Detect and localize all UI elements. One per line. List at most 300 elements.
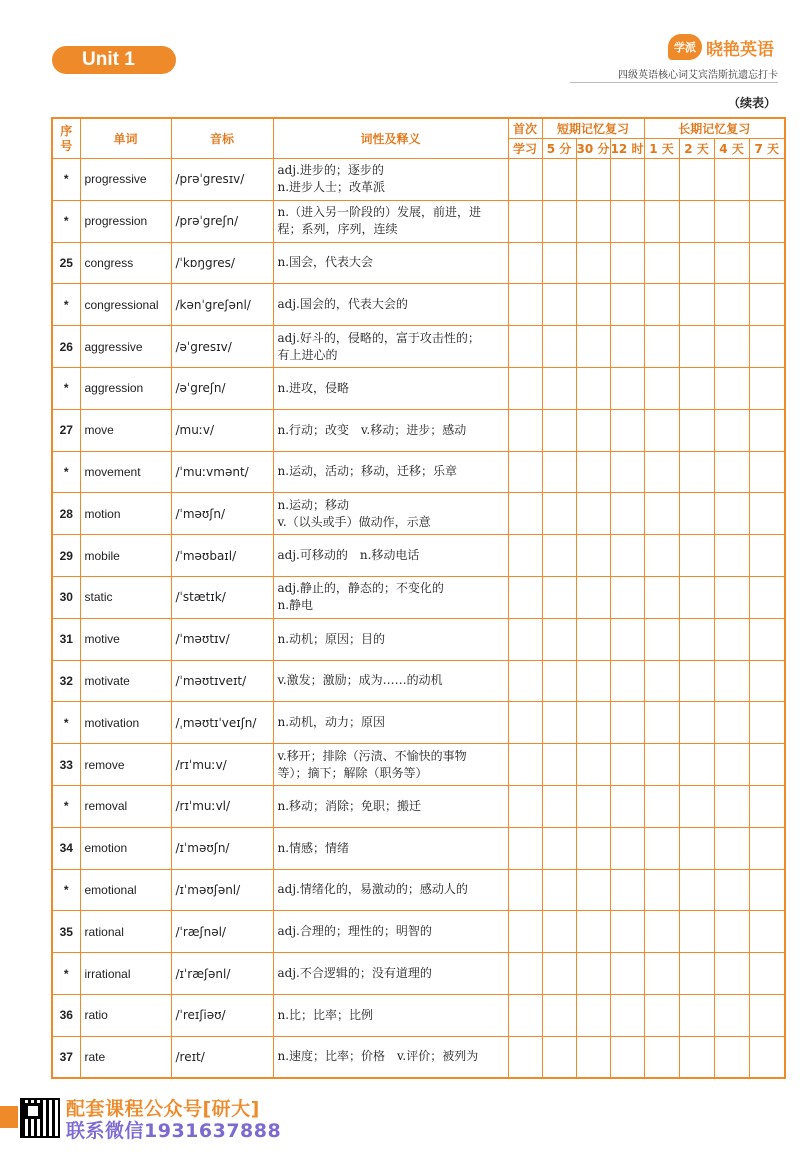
checkbox-4day[interactable] bbox=[714, 702, 749, 744]
table-row bbox=[52, 242, 785, 284]
row-definition bbox=[273, 284, 508, 326]
row-definition bbox=[273, 242, 508, 284]
definition-line-1: n.运动，活动；移动，迁移；乐章 bbox=[277, 464, 458, 479]
checkbox-7day[interactable] bbox=[749, 1036, 785, 1078]
checkbox-2day[interactable] bbox=[679, 911, 714, 953]
checkbox-7day[interactable] bbox=[749, 367, 785, 409]
checkbox-1day[interactable] bbox=[644, 326, 679, 368]
row-definition bbox=[273, 367, 508, 409]
checkbox-30min[interactable] bbox=[576, 576, 610, 618]
vocabulary-table bbox=[51, 117, 786, 1079]
checkbox-2day[interactable] bbox=[679, 618, 714, 660]
checkbox-12h[interactable] bbox=[610, 785, 644, 827]
row-word: progressive bbox=[80, 159, 171, 201]
checkbox-30min[interactable] bbox=[576, 1036, 610, 1078]
row-number: 31 bbox=[52, 618, 80, 660]
row-phonetic: /ˈməʊtɪveɪt/ bbox=[171, 660, 273, 702]
checkbox-1day[interactable] bbox=[644, 576, 679, 618]
header-first-study: 学习 bbox=[508, 139, 542, 159]
checkbox-30min[interactable] bbox=[576, 493, 610, 535]
checkbox-first-study[interactable] bbox=[508, 785, 542, 827]
row-definition bbox=[273, 869, 508, 911]
checkbox-1day[interactable] bbox=[644, 242, 679, 284]
checkbox-1day[interactable] bbox=[644, 409, 679, 451]
checkbox-1day[interactable] bbox=[644, 284, 679, 326]
definition-line-1: v.激发；激励；成为……的动机 bbox=[277, 673, 443, 688]
table-row bbox=[52, 618, 785, 660]
checkbox-first-study[interactable] bbox=[508, 159, 542, 201]
checkbox-30min[interactable] bbox=[576, 618, 610, 660]
checkbox-5min[interactable] bbox=[542, 200, 576, 242]
checkbox-30min[interactable] bbox=[576, 785, 610, 827]
checkbox-2day[interactable] bbox=[679, 744, 714, 786]
checkbox-7day[interactable] bbox=[749, 326, 785, 368]
row-number: 37 bbox=[52, 1036, 80, 1078]
brand-logo bbox=[668, 32, 774, 62]
checkbox-4day[interactable] bbox=[714, 911, 749, 953]
row-phonetic: /ɪˈməʊʃənl/ bbox=[171, 869, 273, 911]
checkbox-first-study[interactable] bbox=[508, 744, 542, 786]
row-word: motivate bbox=[80, 660, 171, 702]
checkbox-12h[interactable] bbox=[610, 660, 644, 702]
checkbox-first-study[interactable] bbox=[508, 367, 542, 409]
table-row bbox=[52, 785, 785, 827]
checkbox-4day[interactable] bbox=[714, 200, 749, 242]
checkbox-1day[interactable] bbox=[644, 953, 679, 995]
row-phonetic: /kənˈgreʃənl/ bbox=[171, 284, 273, 326]
checkbox-2day[interactable] bbox=[679, 367, 714, 409]
checkbox-5min[interactable] bbox=[542, 326, 576, 368]
definition-line-1: adj.静止的，静态的；不变化的 bbox=[277, 581, 444, 596]
checkbox-7day[interactable] bbox=[749, 493, 785, 535]
row-word: progression bbox=[80, 200, 171, 242]
checkbox-5min[interactable] bbox=[542, 744, 576, 786]
row-number: * bbox=[52, 159, 80, 201]
row-definition bbox=[273, 744, 508, 786]
checkbox-30min[interactable] bbox=[576, 242, 610, 284]
checkbox-4day[interactable] bbox=[714, 953, 749, 995]
checkbox-first-study[interactable] bbox=[508, 409, 542, 451]
table-row bbox=[52, 744, 785, 786]
checkbox-4day[interactable] bbox=[714, 660, 749, 702]
row-phonetic: /rɪˈmuːvl/ bbox=[171, 785, 273, 827]
row-number: * bbox=[52, 284, 80, 326]
row-phonetic: /rɪˈmuːv/ bbox=[171, 744, 273, 786]
checkbox-5min[interactable] bbox=[542, 911, 576, 953]
checkbox-7day[interactable] bbox=[749, 159, 785, 201]
checkbox-30min[interactable] bbox=[576, 911, 610, 953]
checkbox-4day[interactable] bbox=[714, 869, 749, 911]
definition-line-1: adj.进步的；逐步的 bbox=[277, 163, 384, 178]
checkbox-7day[interactable] bbox=[749, 953, 785, 995]
header-2day: 2 天 bbox=[679, 139, 714, 159]
checkbox-7day[interactable] bbox=[749, 911, 785, 953]
row-phonetic: /ˈmuːvmənt/ bbox=[171, 451, 273, 493]
checkbox-4day[interactable] bbox=[714, 451, 749, 493]
checkbox-4day[interactable] bbox=[714, 409, 749, 451]
row-phonetic: /ˈkɒŋgres/ bbox=[171, 242, 273, 284]
row-phonetic: /reɪt/ bbox=[171, 1036, 273, 1078]
checkbox-first-study[interactable] bbox=[508, 911, 542, 953]
row-phonetic: /ɪˈræʃənl/ bbox=[171, 953, 273, 995]
checkbox-1day[interactable] bbox=[644, 660, 679, 702]
definition-line-2: n.进步人士；改革派 bbox=[277, 180, 386, 195]
definition-line-1: n.运动；移动 bbox=[277, 497, 350, 512]
checkbox-2day[interactable] bbox=[679, 284, 714, 326]
checkbox-first-study[interactable] bbox=[508, 827, 542, 869]
checkbox-2day[interactable] bbox=[679, 326, 714, 368]
checkbox-2day[interactable] bbox=[679, 785, 714, 827]
checkbox-1day[interactable] bbox=[644, 159, 679, 201]
checkbox-7day[interactable] bbox=[749, 535, 785, 577]
checkbox-1day[interactable] bbox=[644, 493, 679, 535]
row-number: 34 bbox=[52, 827, 80, 869]
checkbox-7day[interactable] bbox=[749, 785, 785, 827]
checkbox-4day[interactable] bbox=[714, 367, 749, 409]
checkbox-12h[interactable] bbox=[610, 284, 644, 326]
checkbox-2day[interactable] bbox=[679, 576, 714, 618]
checkbox-12h[interactable] bbox=[610, 702, 644, 744]
row-number: 26 bbox=[52, 326, 80, 368]
table-row bbox=[52, 869, 785, 911]
checkbox-30min[interactable] bbox=[576, 367, 610, 409]
logo-text: 晓艳英语 bbox=[706, 39, 774, 60]
footer-line-2: 联系微信1931637888 bbox=[66, 1120, 282, 1142]
checkbox-first-study[interactable] bbox=[508, 1036, 542, 1078]
checkbox-7day[interactable] bbox=[749, 242, 785, 284]
checkbox-30min[interactable] bbox=[576, 660, 610, 702]
checkbox-7day[interactable] bbox=[749, 827, 785, 869]
checkbox-4day[interactable] bbox=[714, 785, 749, 827]
checkbox-5min[interactable] bbox=[542, 618, 576, 660]
row-number: * bbox=[52, 702, 80, 744]
checkbox-1day[interactable] bbox=[644, 744, 679, 786]
checkbox-5min[interactable] bbox=[542, 1036, 576, 1078]
checkbox-first-study[interactable] bbox=[508, 869, 542, 911]
row-number: 32 bbox=[52, 660, 80, 702]
row-phonetic: /ˌməʊtɪˈveɪʃn/ bbox=[171, 702, 273, 744]
checkbox-2day[interactable] bbox=[679, 159, 714, 201]
definition-line-1: n.比；比率；比例 bbox=[277, 1007, 374, 1022]
checkbox-1day[interactable] bbox=[644, 785, 679, 827]
checkbox-1day[interactable] bbox=[644, 367, 679, 409]
row-definition bbox=[273, 994, 508, 1036]
definition-line-1: n.动机，动力；原因 bbox=[277, 715, 386, 730]
row-word: rate bbox=[80, 1036, 171, 1078]
checkbox-12h[interactable] bbox=[610, 827, 644, 869]
checkbox-12h[interactable] bbox=[610, 242, 644, 284]
row-phonetic: /əˈgresɪv/ bbox=[171, 326, 273, 368]
checkbox-12h[interactable] bbox=[610, 326, 644, 368]
checkbox-5min[interactable] bbox=[542, 159, 576, 201]
checkbox-30min[interactable] bbox=[576, 869, 610, 911]
checkbox-12h[interactable] bbox=[610, 367, 644, 409]
definition-line-1: n.移动；消除；免职；搬迁 bbox=[277, 798, 422, 813]
checkbox-7day[interactable] bbox=[749, 618, 785, 660]
checkbox-1day[interactable] bbox=[644, 911, 679, 953]
continued-label: （续表） bbox=[727, 96, 776, 110]
checkbox-first-study[interactable] bbox=[508, 451, 542, 493]
row-number: 27 bbox=[52, 409, 80, 451]
checkbox-5min[interactable] bbox=[542, 827, 576, 869]
checkbox-7day[interactable] bbox=[749, 744, 785, 786]
unit-badge: Unit 1 bbox=[52, 46, 176, 74]
checkbox-2day[interactable] bbox=[679, 869, 714, 911]
checkbox-12h[interactable] bbox=[610, 493, 644, 535]
checkbox-12h[interactable] bbox=[610, 451, 644, 493]
row-phonetic: /ˈreɪʃiəʊ/ bbox=[171, 994, 273, 1036]
row-word: ratio bbox=[80, 994, 171, 1036]
row-definition bbox=[273, 702, 508, 744]
checkbox-4day[interactable] bbox=[714, 242, 749, 284]
footer-ad bbox=[0, 1090, 320, 1145]
row-definition bbox=[273, 200, 508, 242]
qr-code-icon bbox=[20, 1098, 60, 1138]
checkbox-2day[interactable] bbox=[679, 451, 714, 493]
checkbox-30min[interactable] bbox=[576, 326, 610, 368]
logo-icon: 学派 bbox=[668, 34, 702, 60]
row-word: motive bbox=[80, 618, 171, 660]
checkbox-4day[interactable] bbox=[714, 284, 749, 326]
definition-line-1: n.行动；改变 v.移动；进步；感动 bbox=[277, 422, 467, 437]
subtitle-divider bbox=[570, 82, 778, 83]
checkbox-2day[interactable] bbox=[679, 409, 714, 451]
row-definition bbox=[273, 660, 508, 702]
row-definition bbox=[273, 451, 508, 493]
row-word: aggression bbox=[80, 367, 171, 409]
checkbox-30min[interactable] bbox=[576, 200, 610, 242]
row-word: static bbox=[80, 576, 171, 618]
checkbox-4day[interactable] bbox=[714, 326, 749, 368]
definition-line-1: n.速度；比率；价格 v.评价；被列为 bbox=[277, 1049, 479, 1064]
checkbox-5min[interactable] bbox=[542, 994, 576, 1036]
checkbox-1day[interactable] bbox=[644, 702, 679, 744]
row-word: rational bbox=[80, 911, 171, 953]
row-definition bbox=[273, 576, 508, 618]
checkbox-2day[interactable] bbox=[679, 953, 714, 995]
row-definition bbox=[273, 953, 508, 995]
checkbox-5min[interactable] bbox=[542, 702, 576, 744]
checkbox-2day[interactable] bbox=[679, 242, 714, 284]
checkbox-1day[interactable] bbox=[644, 827, 679, 869]
checkbox-4day[interactable] bbox=[714, 618, 749, 660]
page-tab bbox=[0, 1106, 18, 1128]
checkbox-7day[interactable] bbox=[749, 576, 785, 618]
row-word: mobile bbox=[80, 535, 171, 577]
checkbox-7day[interactable] bbox=[749, 451, 785, 493]
definition-line-1: n.进攻，侵略 bbox=[277, 380, 350, 395]
checkbox-2day[interactable] bbox=[679, 493, 714, 535]
row-word: motion bbox=[80, 493, 171, 535]
table-row bbox=[52, 660, 785, 702]
checkbox-1day[interactable] bbox=[644, 994, 679, 1036]
row-definition bbox=[273, 493, 508, 535]
checkbox-5min[interactable] bbox=[542, 869, 576, 911]
checkbox-7day[interactable] bbox=[749, 702, 785, 744]
checkbox-4day[interactable] bbox=[714, 493, 749, 535]
checkbox-first-study[interactable] bbox=[508, 702, 542, 744]
definition-line-2: 程；系列，序列，连续 bbox=[277, 222, 398, 237]
row-definition bbox=[273, 785, 508, 827]
definition-line-2: v.（以头或手）做动作，示意 bbox=[277, 514, 431, 529]
definition-line-2: n.静电 bbox=[277, 598, 314, 613]
checkbox-30min[interactable] bbox=[576, 284, 610, 326]
checkbox-first-study[interactable] bbox=[508, 660, 542, 702]
checkbox-4day[interactable] bbox=[714, 159, 749, 201]
checkbox-2day[interactable] bbox=[679, 660, 714, 702]
checkbox-first-study[interactable] bbox=[508, 493, 542, 535]
checkbox-5min[interactable] bbox=[542, 409, 576, 451]
table-row bbox=[52, 911, 785, 953]
checkbox-30min[interactable] bbox=[576, 994, 610, 1036]
checkbox-2day[interactable] bbox=[679, 827, 714, 869]
checkbox-12h[interactable] bbox=[610, 994, 644, 1036]
checkbox-first-study[interactable] bbox=[508, 618, 542, 660]
checkbox-12h[interactable] bbox=[610, 200, 644, 242]
checkbox-1day[interactable] bbox=[644, 535, 679, 577]
checkbox-first-study[interactable] bbox=[508, 242, 542, 284]
checkbox-12h[interactable] bbox=[610, 953, 644, 995]
checkbox-4day[interactable] bbox=[714, 1036, 749, 1078]
checkbox-1day[interactable] bbox=[644, 1036, 679, 1078]
checkbox-12h[interactable] bbox=[610, 409, 644, 451]
checkbox-30min[interactable] bbox=[576, 535, 610, 577]
row-number: 30 bbox=[52, 576, 80, 618]
table-row bbox=[52, 535, 785, 577]
row-word: motivation bbox=[80, 702, 171, 744]
checkbox-1day[interactable] bbox=[644, 869, 679, 911]
definition-line-1: adj.情绪化的，易激动的；感动人的 bbox=[277, 882, 468, 897]
checkbox-7day[interactable] bbox=[749, 994, 785, 1036]
checkbox-1day[interactable] bbox=[644, 200, 679, 242]
header-4day: 4 天 bbox=[714, 139, 749, 159]
definition-line-1: adj.不合逻辑的；没有道理的 bbox=[277, 966, 432, 981]
row-number: * bbox=[52, 451, 80, 493]
row-number: 29 bbox=[52, 535, 80, 577]
checkbox-1day[interactable] bbox=[644, 451, 679, 493]
definition-line-2: 等）；摘下；解除（职务等） bbox=[277, 765, 428, 780]
table-row bbox=[52, 827, 785, 869]
table-row bbox=[52, 451, 785, 493]
row-word: aggressive bbox=[80, 326, 171, 368]
checkbox-5min[interactable] bbox=[542, 242, 576, 284]
checkbox-30min[interactable] bbox=[576, 409, 610, 451]
checkbox-2day[interactable] bbox=[679, 200, 714, 242]
checkbox-4day[interactable] bbox=[714, 827, 749, 869]
table-row bbox=[52, 953, 785, 995]
checkbox-7day[interactable] bbox=[749, 409, 785, 451]
checkbox-12h[interactable] bbox=[610, 1036, 644, 1078]
checkbox-7day[interactable] bbox=[749, 200, 785, 242]
definition-line-1: adj.可移动的 n.移动电话 bbox=[277, 548, 420, 563]
checkbox-12h[interactable] bbox=[610, 618, 644, 660]
definition-line-1: n.国会，代表大会 bbox=[277, 255, 374, 270]
row-word: congress bbox=[80, 242, 171, 284]
checkbox-5min[interactable] bbox=[542, 493, 576, 535]
table-row bbox=[52, 200, 785, 242]
checkbox-5min[interactable] bbox=[542, 284, 576, 326]
checkbox-4day[interactable] bbox=[714, 994, 749, 1036]
row-word: emotion bbox=[80, 827, 171, 869]
book-subtitle: 四级英语核心词艾宾浩斯抗遗忘打卡 bbox=[618, 70, 778, 81]
header-12h: 12 时 bbox=[610, 139, 644, 159]
row-number: * bbox=[52, 200, 80, 242]
row-word: move bbox=[80, 409, 171, 451]
definition-line-1: v.移开；排除（污渍、不愉快的事物 bbox=[277, 748, 467, 763]
row-number: 36 bbox=[52, 994, 80, 1036]
checkbox-7day[interactable] bbox=[749, 284, 785, 326]
header-long-review: 长期记忆复习 bbox=[644, 118, 785, 139]
checkbox-first-study[interactable] bbox=[508, 576, 542, 618]
checkbox-5min[interactable] bbox=[542, 660, 576, 702]
table-row bbox=[52, 493, 785, 535]
checkbox-30min[interactable] bbox=[576, 827, 610, 869]
checkbox-4day[interactable] bbox=[714, 535, 749, 577]
checkbox-1day[interactable] bbox=[644, 618, 679, 660]
checkbox-2day[interactable] bbox=[679, 535, 714, 577]
row-definition bbox=[273, 618, 508, 660]
checkbox-5min[interactable] bbox=[542, 367, 576, 409]
checkbox-4day[interactable] bbox=[714, 576, 749, 618]
checkbox-4day[interactable] bbox=[714, 744, 749, 786]
checkbox-first-study[interactable] bbox=[508, 200, 542, 242]
row-number: * bbox=[52, 367, 80, 409]
checkbox-12h[interactable] bbox=[610, 744, 644, 786]
checkbox-first-study[interactable] bbox=[508, 953, 542, 995]
checkbox-first-study[interactable] bbox=[508, 994, 542, 1036]
checkbox-12h[interactable] bbox=[610, 911, 644, 953]
checkbox-2day[interactable] bbox=[679, 702, 714, 744]
checkbox-5min[interactable] bbox=[542, 535, 576, 577]
checkbox-30min[interactable] bbox=[576, 702, 610, 744]
row-phonetic: /ˈməʊʃn/ bbox=[171, 493, 273, 535]
checkbox-5min[interactable] bbox=[542, 576, 576, 618]
row-phonetic: /ɪˈməʊʃn/ bbox=[171, 827, 273, 869]
checkbox-2day[interactable] bbox=[679, 1036, 714, 1078]
row-phonetic: /prəˈgreʃn/ bbox=[171, 200, 273, 242]
checkbox-2day[interactable] bbox=[679, 994, 714, 1036]
checkbox-12h[interactable] bbox=[610, 159, 644, 201]
checkbox-first-study[interactable] bbox=[508, 326, 542, 368]
checkbox-first-study[interactable] bbox=[508, 284, 542, 326]
row-definition bbox=[273, 326, 508, 368]
definition-line-2: 有上进心的 bbox=[277, 347, 338, 362]
row-word: congressional bbox=[80, 284, 171, 326]
checkbox-30min[interactable] bbox=[576, 451, 610, 493]
checkbox-12h[interactable] bbox=[610, 576, 644, 618]
header-5min: 5 分 bbox=[542, 139, 576, 159]
row-phonetic: /ˈməʊbaɪl/ bbox=[171, 535, 273, 577]
checkbox-12h[interactable] bbox=[610, 869, 644, 911]
definition-line-1: n.动机；原因；目的 bbox=[277, 631, 386, 646]
table-row bbox=[52, 702, 785, 744]
checkbox-5min[interactable] bbox=[542, 953, 576, 995]
checkbox-7day[interactable] bbox=[749, 869, 785, 911]
header-1day: 1 天 bbox=[644, 139, 679, 159]
checkbox-30min[interactable] bbox=[576, 744, 610, 786]
checkbox-30min[interactable] bbox=[576, 953, 610, 995]
row-definition bbox=[273, 1036, 508, 1078]
row-number: 35 bbox=[52, 911, 80, 953]
checkbox-5min[interactable] bbox=[542, 451, 576, 493]
checkbox-first-study[interactable] bbox=[508, 535, 542, 577]
checkbox-5min[interactable] bbox=[542, 785, 576, 827]
definition-line-1: adj.好斗的，侵略的，富于攻击性的； bbox=[277, 330, 480, 345]
checkbox-7day[interactable] bbox=[749, 660, 785, 702]
row-number: * bbox=[52, 953, 80, 995]
checkbox-12h[interactable] bbox=[610, 535, 644, 577]
checkbox-30min[interactable] bbox=[576, 159, 610, 201]
